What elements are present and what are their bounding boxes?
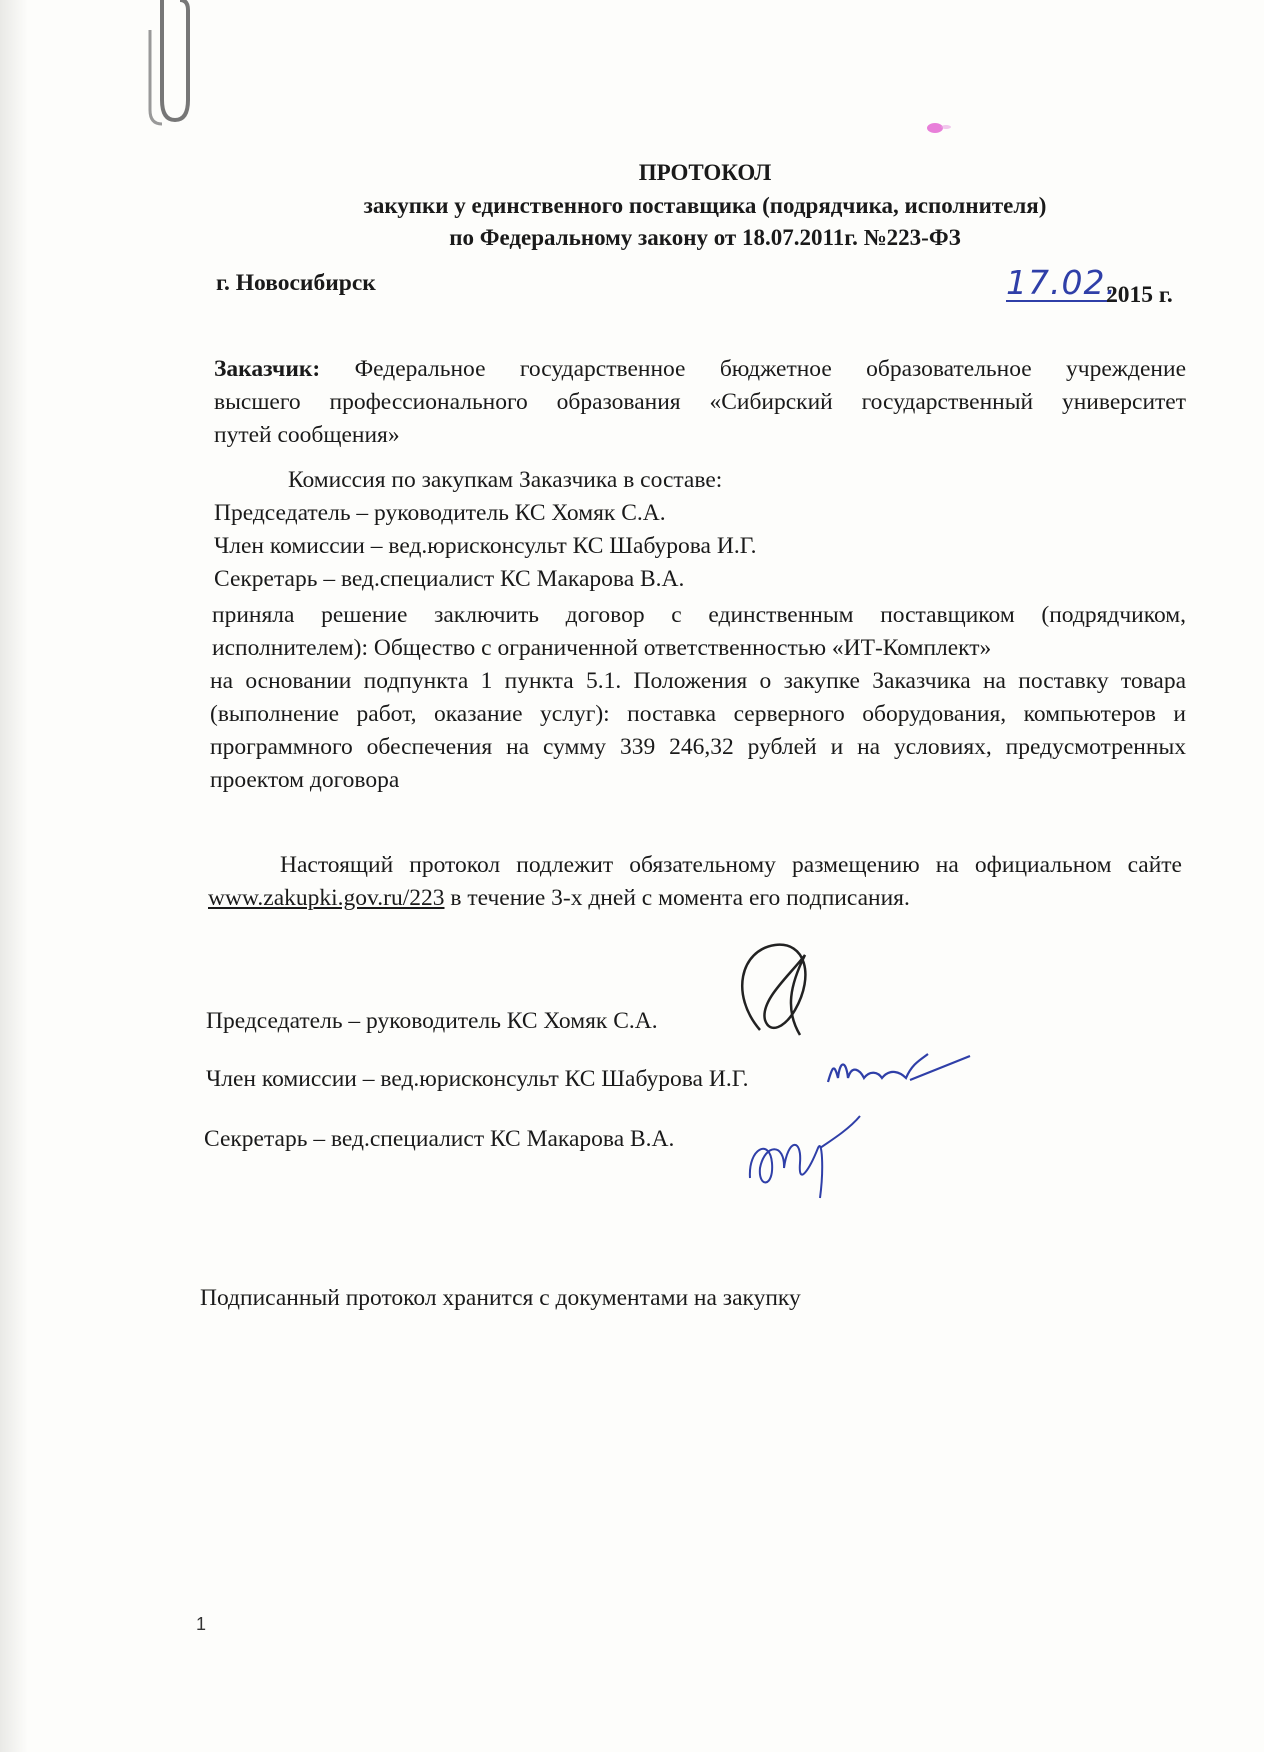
decision-line-2: исполнителем): Общество с ограниченной ответственностью «ИТ-Комплект» xyxy=(212,635,992,661)
publication-line-1: Настоящий протокол подлежит обязательному размещению на официальном сайте xyxy=(280,852,1182,878)
ink-spot xyxy=(918,118,958,138)
customer-name-part1: Федеральное государственное бюджетное образовательное учреждение xyxy=(354,356,1186,382)
signature-label-secretary: Секретарь – вед.специалист КС Макарова В.А. xyxy=(204,1126,675,1152)
basis-line-3: программного обеспечения на сумму 339 246,32 рублей и на условиях, предусмотренных xyxy=(210,734,1186,760)
city: г. Новосибирск xyxy=(216,270,376,296)
signature-chairman xyxy=(720,935,830,1055)
scan-edge-shadow xyxy=(0,0,28,1752)
basis-line-4: проектом договора xyxy=(210,767,400,793)
publication-line-2 xyxy=(208,882,910,915)
zakupki-link[interactable]: www.zakupki.gov.ru/223 xyxy=(208,885,445,911)
signature-label-member: Член комиссии – вед.юрисконсульт КС Шабурова И.Г. xyxy=(206,1066,749,1092)
signature-member xyxy=(820,1050,980,1095)
decision-line-1: приняла решение заключить договор с единственным поставщиком (подрядчиком, xyxy=(212,602,1186,628)
basis-line-2: (выполнение работ, оказание услуг): поставка серверного оборудования, компьютеров и xyxy=(210,701,1186,727)
storage-note: Подписанный протокол хранится с документами на закупку xyxy=(200,1285,801,1311)
customer-line-3: путей сообщения» xyxy=(214,422,400,448)
customer-label: Заказчик: xyxy=(214,356,321,382)
basis-line-1: на основании подпункта 1 пункта 5.1. Положения о закупке Заказчика на поставку товара xyxy=(210,668,1186,694)
member-secretary: Секретарь – вед.специалист КС Макарова В.А. xyxy=(214,566,685,592)
signature-secretary xyxy=(740,1108,870,1208)
date-handwritten: 17.02. xyxy=(1006,263,1117,302)
document-title: ПРОТОКОЛ xyxy=(638,160,772,185)
page-number: 1 xyxy=(196,1614,207,1634)
member-chairman: Председатель – руководитель КС Хомяк С.А. xyxy=(214,500,666,526)
customer-line-2: высшего профессионального образования «Сибирский государственный университет xyxy=(214,389,1186,415)
document-subtitle-2: по Федеральному закону от 18.07.2011г. №223-ФЗ xyxy=(449,225,961,250)
signature-label-chairman: Председатель – руководитель КС Хомяк С.А. xyxy=(206,1008,658,1034)
date-year: 2015 г. xyxy=(1106,282,1173,308)
publication-line-2-rest: в течение 3-х дней с момента его подписания. xyxy=(444,885,910,911)
document-subtitle-1: закупки у единственного поставщика (подрядчика, исполнителя) xyxy=(363,193,1047,218)
paperclip-icon xyxy=(140,0,200,130)
customer-line-1 xyxy=(214,353,1186,386)
member-lawyer: Член комиссии – вед.юрисконсульт КС Шабурова И.Г. xyxy=(214,533,757,559)
commission-intro: Комиссия по закупкам Заказчика в составе: xyxy=(288,467,723,493)
